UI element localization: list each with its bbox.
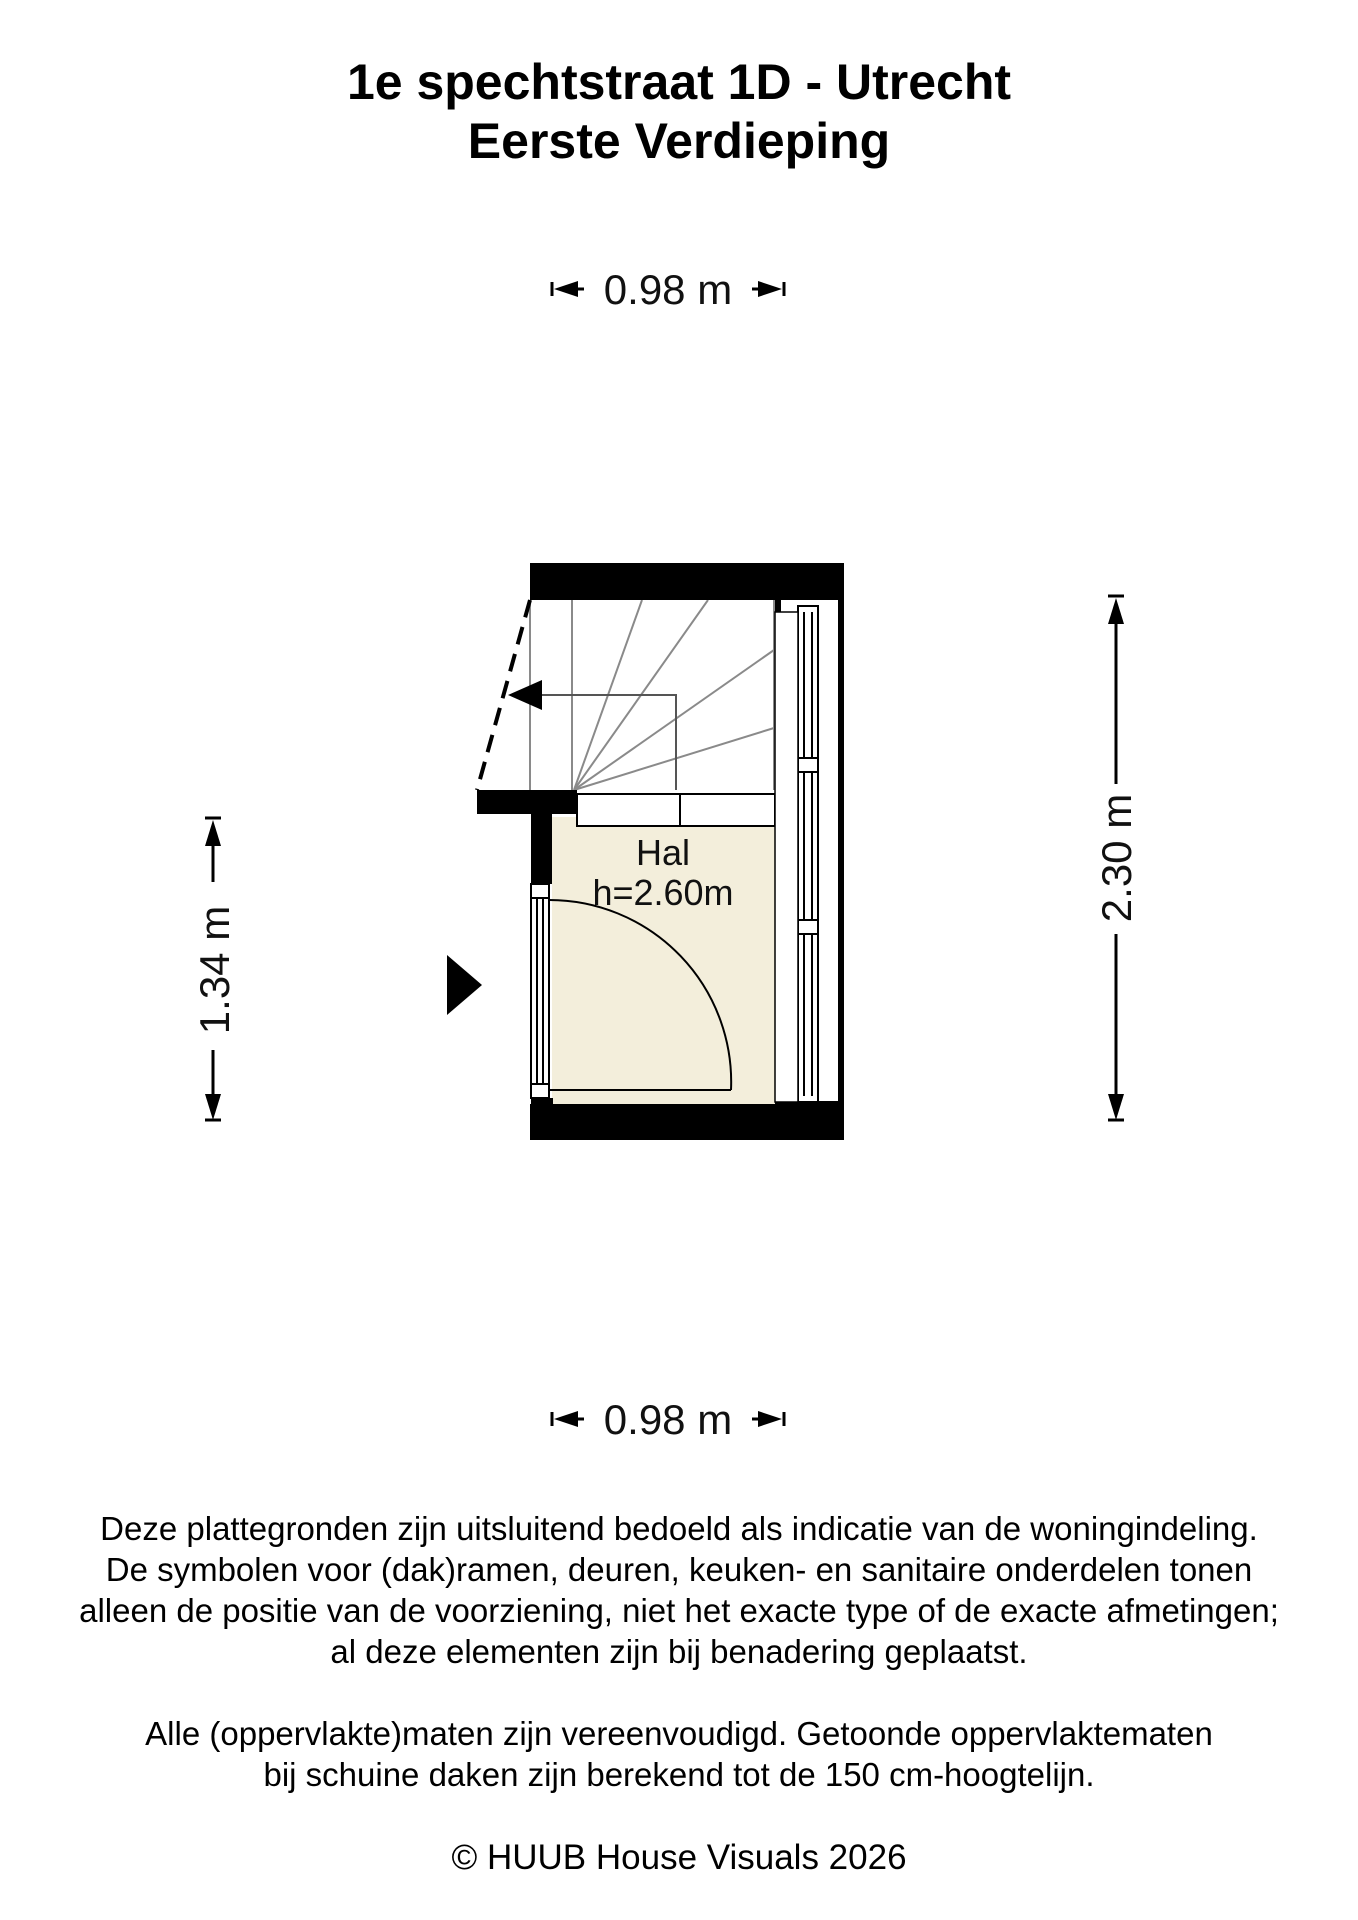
bottom-dimension-label: 0.98 m [603, 1396, 733, 1443]
copyright: © HUUB House Visuals 2026 [451, 1838, 907, 1877]
bottom-dimension [552, 1396, 784, 1443]
landing-step [577, 794, 775, 826]
disclaimer-line: De symbolen voor (dak)ramen, deuren, keuken- en sanitaire onderdelen tonen [105, 1551, 1253, 1588]
disclaimer-line: Deze plattegronden zijn uitsluitend bedoeld als indicatie van de woningindeling. [100, 1510, 1258, 1547]
address-title: 1e spechtstraat 1D - Utrecht [346, 54, 1012, 110]
right-wall-cavity [775, 612, 798, 1102]
floor-title: Eerste Verdieping [467, 113, 891, 169]
disclaimer-line: Alle (oppervlakte)maten zijn vereenvoudigd. Getoonde oppervlaktematen [145, 1715, 1213, 1752]
disclaimer-line: al deze elementen zijn bij benadering geplaatst. [330, 1633, 1028, 1670]
disclaimer-paragraph-1 [0, 1508, 1358, 1672]
room-height: h=2.60m [592, 872, 734, 913]
right-window [798, 606, 818, 1102]
disclaimer-line: bij schuine daken zijn berekend tot de 150 cm-hoogtelijn. [263, 1756, 1095, 1793]
room-name: Hal [635, 832, 691, 873]
disclaimer-line: alleen de positie van de voorziening, niet het exacte type of de exacte afmetingen; [79, 1592, 1279, 1629]
entrance-door [531, 884, 549, 1098]
top-dimension-label: 0.98 m [603, 266, 733, 313]
left-dimension-label: 1.34 m [191, 905, 238, 1035]
top-dimension [552, 266, 784, 313]
disclaimer-paragraph-2 [0, 1713, 1358, 1795]
left-dimension [191, 818, 238, 1120]
entrance-arrow-icon [447, 955, 482, 1015]
right-dimension-label: 2.30 m [1093, 793, 1140, 923]
right-dimension [1093, 596, 1140, 1120]
